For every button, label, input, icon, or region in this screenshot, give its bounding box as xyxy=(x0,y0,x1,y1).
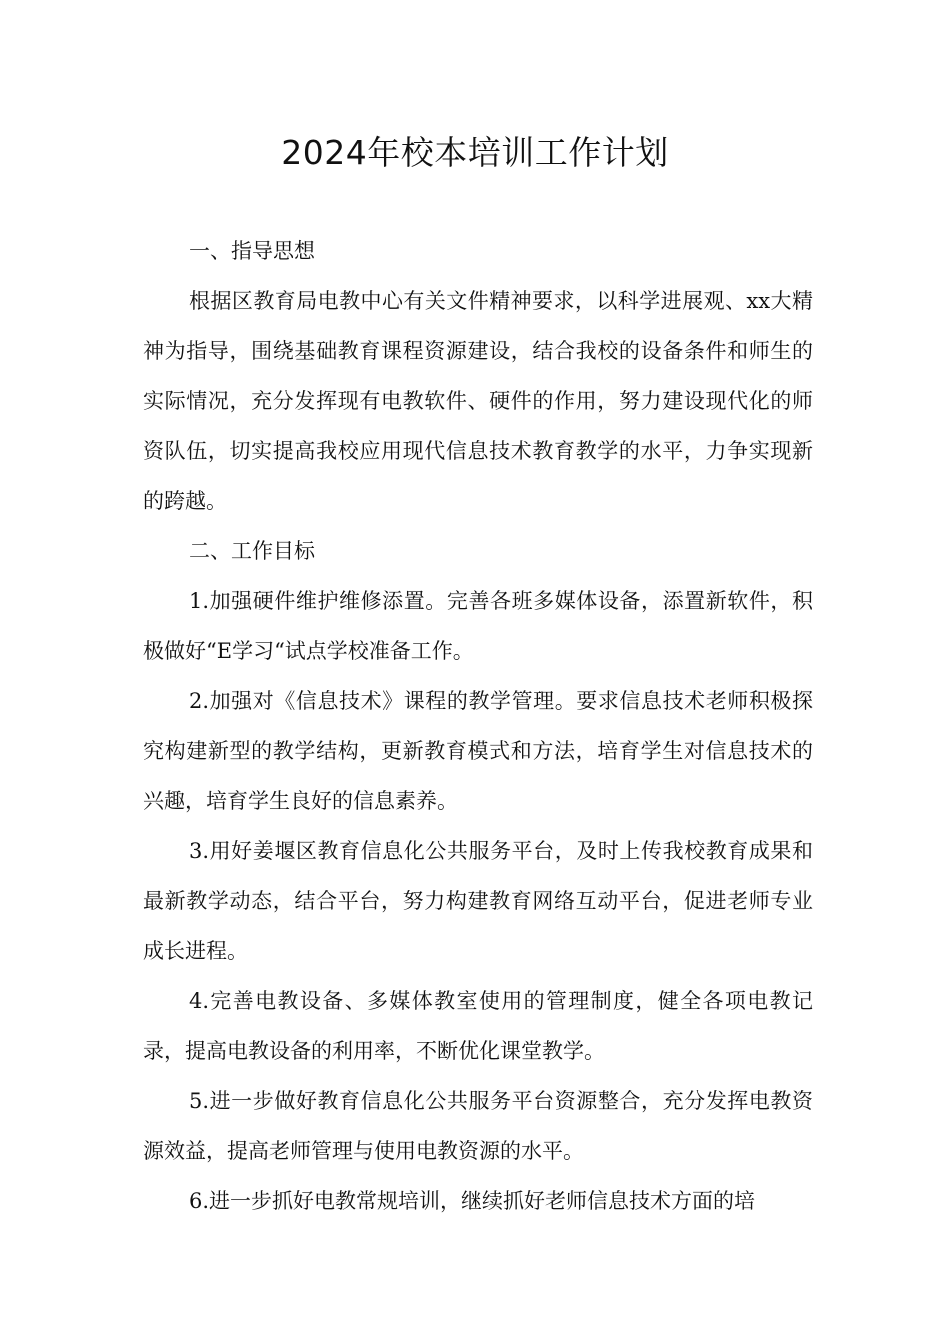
document-title: 2024年校本培训工作计划 xyxy=(281,133,669,172)
section-heading-work-goals: 二、工作目标 xyxy=(189,539,315,563)
document-body xyxy=(143,226,813,1226)
goal-item-5: 5.进一步做好教育信息化公共服务平台资源整合，充分发挥电教资源效益，提高老师管理与使用电教资源的水平。 xyxy=(143,1089,813,1163)
goal-item-1: 1.加强硬件维护维修添置。完善各班多媒体设备，添置新软件，积极做好“E学习“试点学校准备工作。 xyxy=(143,589,813,663)
paragraph-guiding-ideology: 根据区教育局电教中心有关文件精神要求，以科学进展观、xx大精神为指导，围绕基础教育课程资源建设，结合我校的设备条件和师生的实际情况，充分发挥现有电教软件、硬件的作用，努力建设现代化的师资队伍，切实提高我校应用现代信息技术教育教学的水平，力争实现新的跨越。 xyxy=(143,289,813,513)
goal-item-2: 2.加强对《信息技术》课程的教学管理。要求信息技术老师积极探究构建新型的教学结构，更新教育模式和方法，培育学生对信息技术的兴趣，培育学生良好的信息素养。 xyxy=(143,689,813,813)
goal-item-3: 3.用好姜堰区教育信息化公共服务平台，及时上传我校教育成果和最新教学动态，结合平台，努力构建教育网络互动平台，促进老师专业成长进程。 xyxy=(143,839,813,963)
section-heading-guiding-ideology: 一、指导思想 xyxy=(189,239,315,263)
goal-item-6: 6.进一步抓好电教常规培训，继续抓好老师信息技术方面的培 xyxy=(189,1189,756,1213)
goal-item-4: 4.完善电教设备、多媒体教室使用的管理制度，健全各项电教记录，提高电教设备的利用率，不断优化课堂教学。 xyxy=(143,989,813,1063)
